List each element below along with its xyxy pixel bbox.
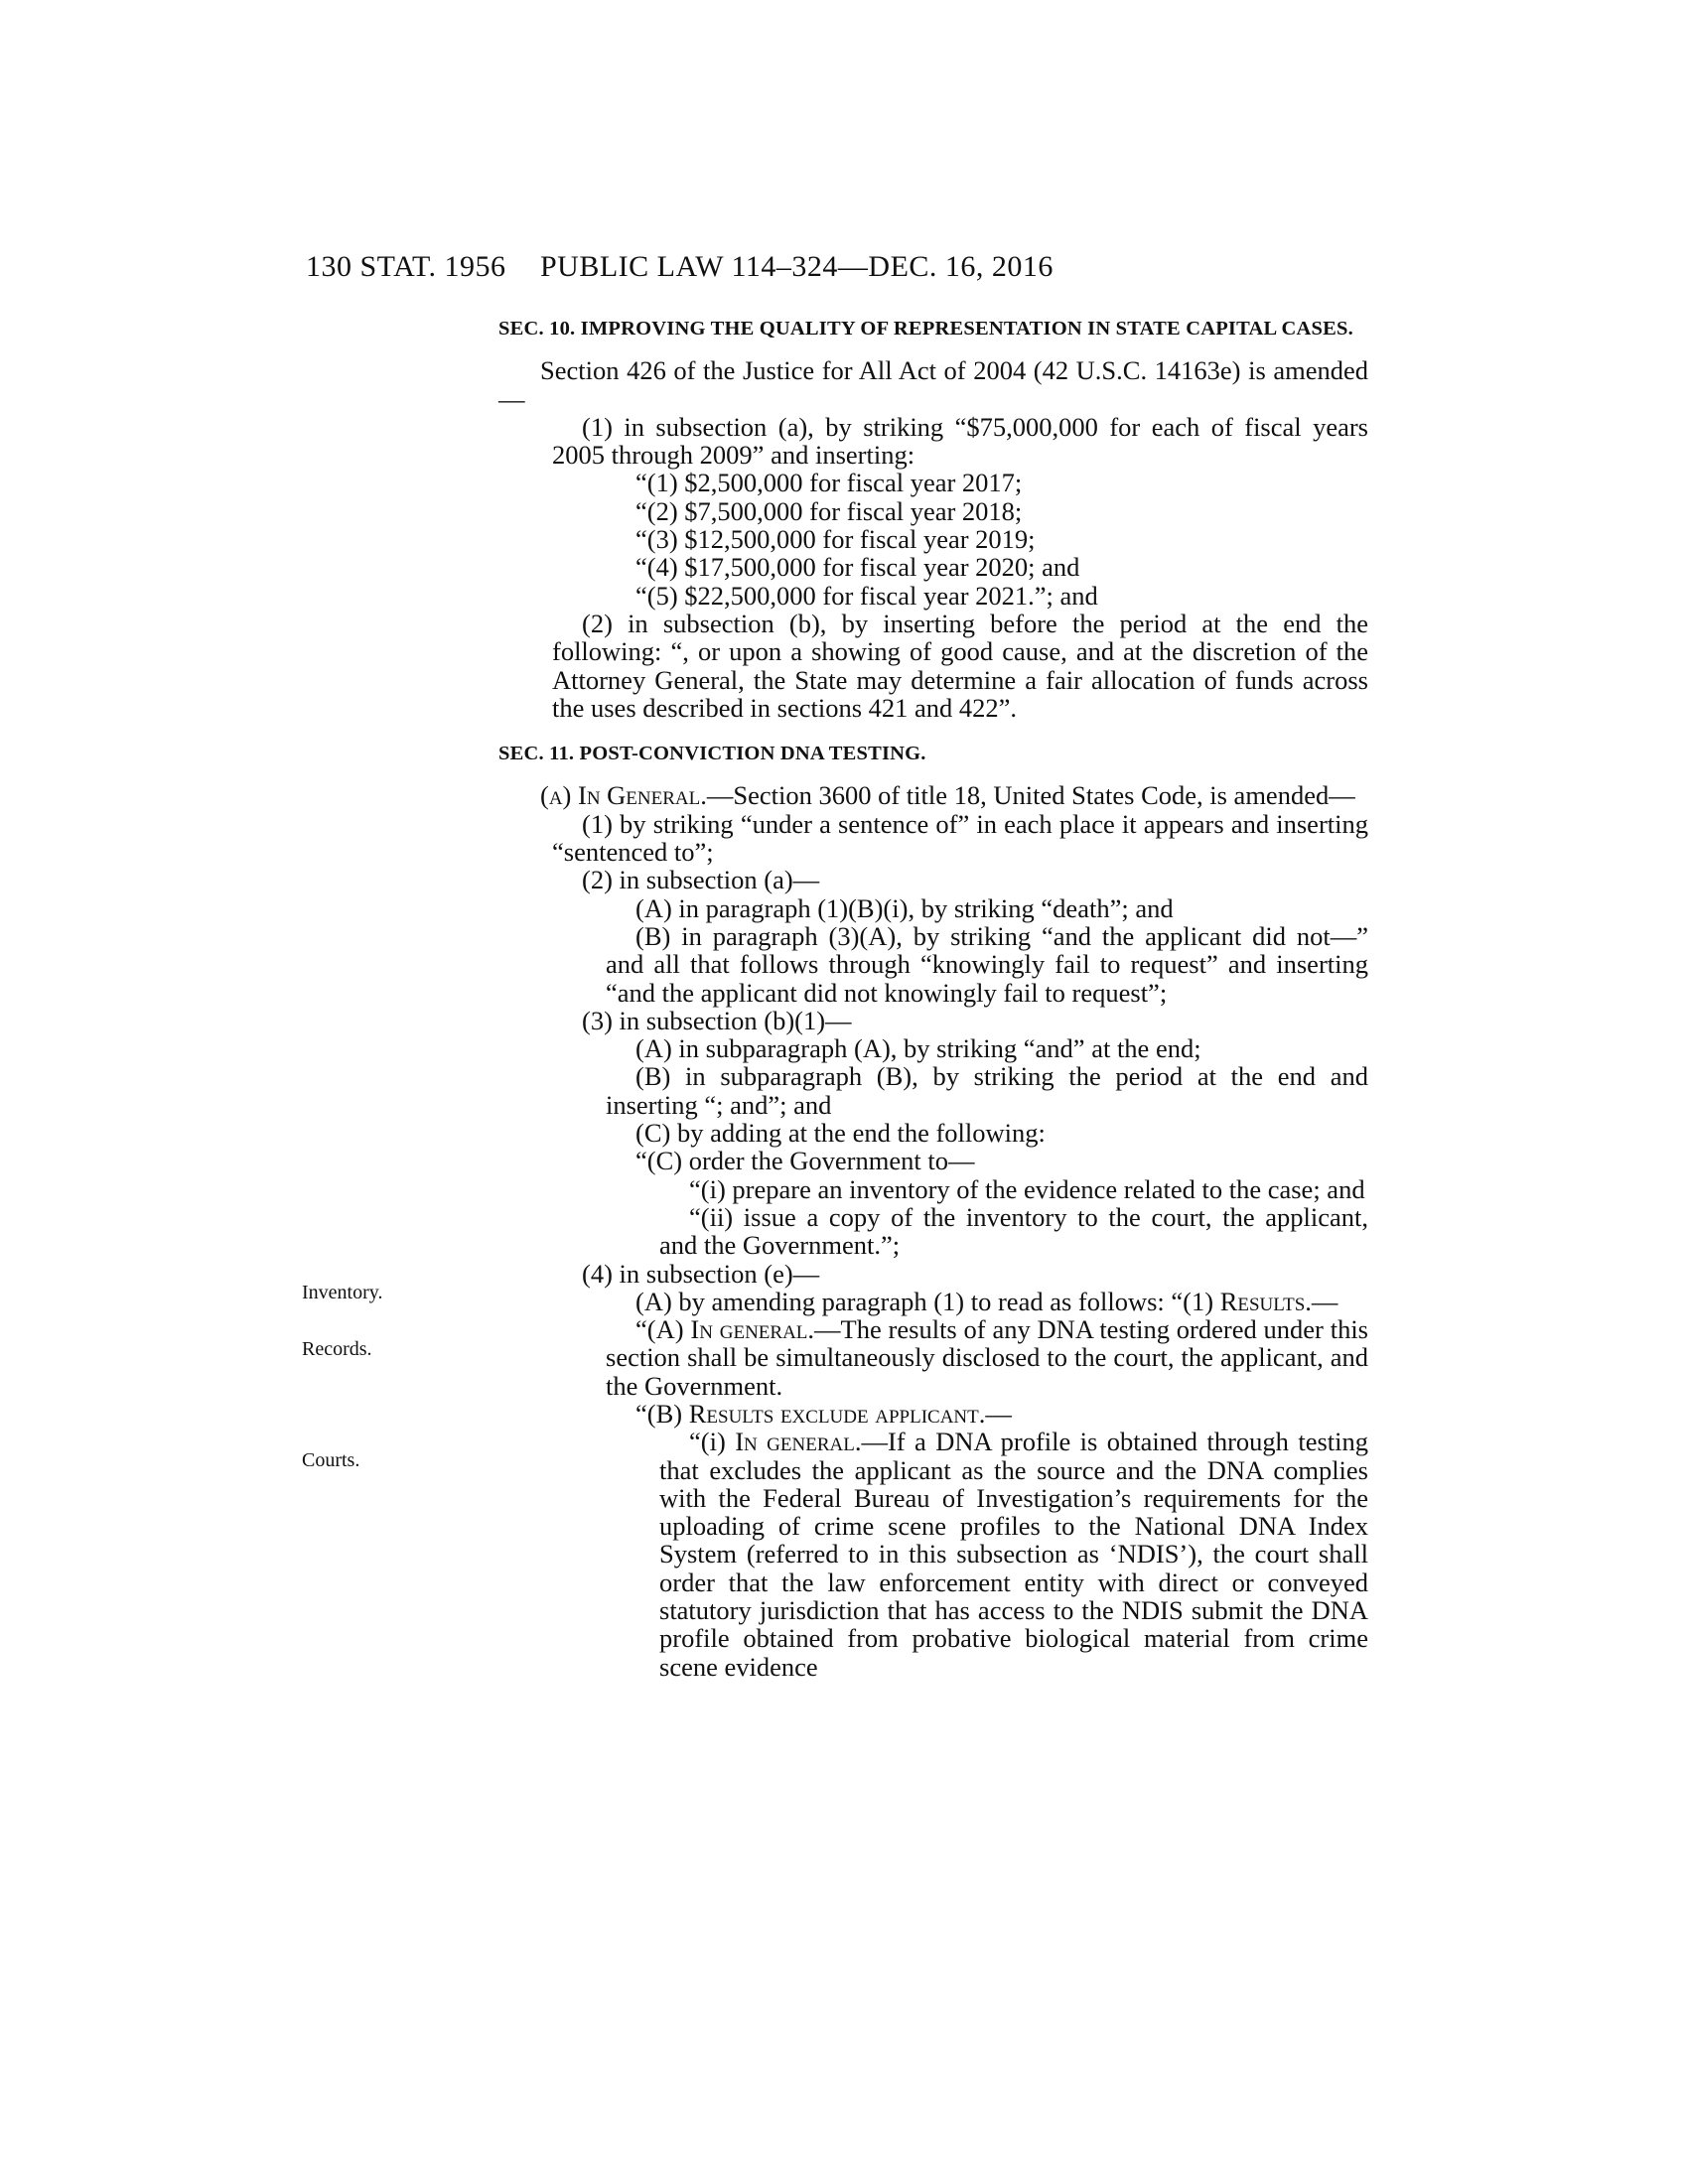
section-10-quote-4: “(4) $17,500,000 for fiscal year 2020; and [635, 552, 1080, 583]
section-11-item-2B: (B) in paragraph (3)(A), by striking “and the applicant did not—” and all that follows through “knowingly fail to request” and inserting “and the applicant did not knowingly fail to request”; [606, 920, 1368, 1008]
quote-A-prefix: “(A) [635, 1314, 691, 1345]
section-11-item-4A [498, 1288, 1368, 1315]
section-10-quote-3: “(3) $12,500,000 for fiscal year 2019; [635, 524, 1036, 555]
quote-A-text: .—The results of any DNA testing ordered under this section shall be simultaneously disclosed to the court, the applicant, and the Government. [606, 1314, 1368, 1401]
margin-note-inventory: Inventory. [302, 1282, 383, 1303]
section-11-quote-C-i: “(i) prepare an inventory of the evidence related to the case; and [689, 1173, 1365, 1204]
section-10-quote-5: “(5) $22,500,000 for fiscal year 2021.”; and [635, 580, 1098, 611]
section-11-item-1: (1) by striking “under a sentence of” in each place it appears and inserting “sentenced to”; [552, 808, 1368, 868]
section-10-quote-2: “(2) $7,500,000 for fiscal year 2018; [635, 495, 1023, 526]
section-11-item-3: (3) in subsection (b)(1)— [582, 1005, 852, 1035]
page-header [306, 250, 1368, 290]
section-10-item-1: (1) in subsection (a), by striking “$75,000,000 for each of fiscal years 2005 through 2009” and inserting: [552, 411, 1368, 471]
section-11-item-2A: (A) in paragraph (1)(B)(i), by striking “death”; and [635, 892, 1174, 923]
subsection-a-label: (a) In General. [540, 780, 707, 811]
stat-page-number: 130 STAT. 1956 [306, 250, 506, 283]
section-11-subsection-a [498, 781, 1368, 809]
results-label: Results [1219, 1286, 1306, 1316]
section-11-quote-C: “(C) order the Government to— [635, 1146, 975, 1176]
section-11-item-3C: (C) by adding at the end the following: [635, 1118, 1046, 1149]
section-11-item-3B: (B) in subparagraph (B), by striking the period at the end and inserting “; and”; and [606, 1061, 1368, 1120]
section-10-heading: SEC. 10. IMPROVING THE QUALITY OF REPRESENTATION IN STATE CAPITAL CASES. [498, 318, 1353, 340]
margin-note-courts: Courts. [302, 1449, 360, 1471]
document-body [498, 315, 1368, 1681]
section-11-quote-A [498, 1315, 1368, 1400]
public-law-title: PUBLIC LAW 114–324—DEC. 16, 2016 [540, 250, 1054, 283]
section-10-quote-1: “(1) $2,500,000 for fiscal year 2017; [635, 468, 1023, 498]
section-11-quote-B-i [498, 1428, 1368, 1681]
quote-B-dash: .— [978, 1398, 1012, 1429]
section-11-item-2: (2) in subsection (a)— [582, 865, 820, 895]
quote-B-i-prefix: “(i) [689, 1427, 736, 1457]
section-10-intro: Section 426 of the Justice for All Act of 2004 (42 U.S.C. 14163e) is amended— [498, 355, 1368, 414]
section-11-quote-B [498, 1400, 1368, 1428]
quote-B-prefix: “(B) [635, 1398, 689, 1429]
section-11-item-4: (4) in subsection (e)— [582, 1258, 820, 1289]
section-11-heading: SEC. 11. POST-CONVICTION DNA TESTING. [498, 743, 926, 765]
section-10-item-2: (2) in subsection (b), by inserting before the period at the end the following: “, or upon a showing of good cause, and at the discretion of the Attorney General, the State may determine a fair allocation of funds across the uses described in sections 421 and 422”. [552, 608, 1368, 723]
subsection-a-text: —Section 3600 of title 18, United States Code, is amended— [706, 780, 1355, 811]
quote-B-i-label: In general [735, 1427, 855, 1457]
quote-B-i-text: .—If a DNA profile is obtained through testing that excludes the applicant as the source and the DNA complies with the Federal Bureau of Investigation’s requirements for the uploading of crime scene profiles to the National DNA Index System (referred to in this subsection as ‘NDIS’), the court shall order that the law enforcement entity with direct or conveyed statutory jurisdiction that has access to the NDIS submit the DNA profile obtained from probative biological material from crime scene evidence [659, 1427, 1368, 1682]
quote-B-label: Results exclude applicant [688, 1398, 979, 1429]
item-4A-dash: .— [1305, 1286, 1338, 1316]
quote-A-label: In general [690, 1314, 808, 1345]
item-4A-text: (A) by amending paragraph (1) to read as follows: “(1) [635, 1286, 1220, 1316]
margin-note-records: Records. [302, 1338, 372, 1360]
section-11-item-3A: (A) in subparagraph (A), by striking “and” at the end; [635, 1033, 1201, 1064]
section-11-quote-C-ii: “(ii) issue a copy of the inventory to the court, the applicant, and the Government.”; [659, 1201, 1368, 1261]
